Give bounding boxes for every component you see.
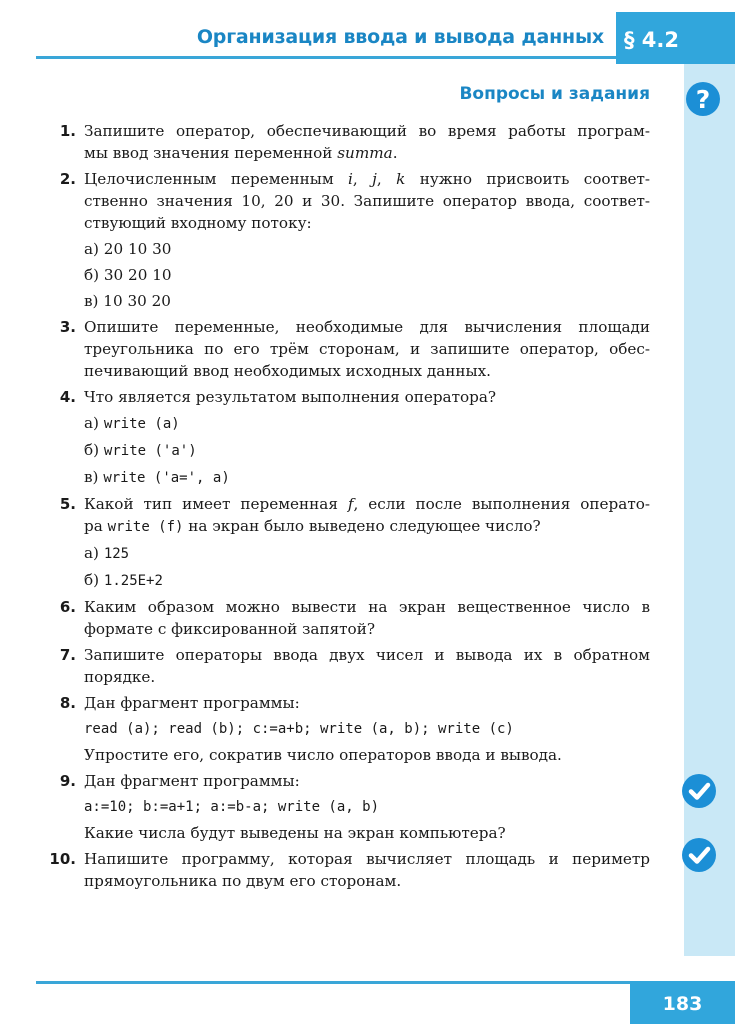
code-snippet: 1.25E+2	[103, 573, 163, 589]
question-number: 1.	[59, 122, 76, 140]
question-item	[20, 168, 650, 312]
question-text: прямоугольника по двум его сторонам.	[84, 872, 402, 890]
question-text: печивающий ввод необходимых исходных данных.	[84, 362, 492, 380]
question-text: Дан фрагмент программы:	[84, 694, 300, 712]
question-number: 9.	[59, 772, 76, 790]
question-text: формате с фиксированной запятой?	[84, 620, 375, 638]
question-item	[20, 493, 650, 592]
question-text: Упростите его, сократив число операторов ввода и вывода.	[84, 746, 562, 764]
chapter-title: Организация ввода и вывода данных	[196, 26, 604, 48]
question-text: ственно значения 10, 20 и 30. Запишите оператор ввода, соответ-	[84, 192, 650, 210]
code-snippet: a:=10; b:=a+1; a:=b-a; write (a, b)	[84, 799, 380, 815]
answer-option: а) write (a)	[84, 414, 180, 432]
section-heading: Вопросы и задания	[459, 84, 650, 104]
question-number: 10.	[49, 850, 76, 868]
question-number: 5.	[59, 495, 76, 513]
answer-option: в) write ('a=', a)	[84, 468, 230, 486]
question-number: 7.	[59, 646, 76, 664]
question-text: Дан фрагмент программы:	[84, 772, 300, 790]
code-snippet: write (a)	[103, 416, 180, 432]
header-rule	[36, 56, 616, 59]
question-text: Целочисленным переменным i, j, k нужно присвоить соответ-	[84, 170, 651, 188]
question-text: Напишите программу, которая вычисляет площадь и периметр	[84, 850, 650, 868]
question-number: 4.	[59, 388, 76, 406]
answer-option: а) 20 10 30	[84, 240, 172, 258]
page-number: 183	[630, 981, 735, 1024]
footer-rule	[36, 981, 630, 984]
answer-option: б) write ('a')	[84, 441, 197, 459]
question-text: мы ввод значения переменной summa.	[84, 144, 398, 162]
code-snippet: read (a); read (b); c:=a+b; write (a, b); write (c)	[84, 721, 514, 737]
check-icon	[682, 774, 716, 808]
question-text: ра write (f) на экран было выведено следующее число?	[84, 517, 541, 535]
code-snippet: 125	[103, 546, 130, 562]
question-number: 6.	[59, 598, 76, 616]
answer-option: а) 125	[84, 544, 130, 562]
question-item	[20, 386, 650, 489]
answer-option: б) 30 20 10	[84, 266, 172, 284]
question-text: треугольника по его трём сторонам, и запишите оператор, обес-	[84, 340, 650, 358]
question-text: Опишите переменные, необходимые для вычисления площади	[84, 318, 650, 336]
answer-option: б) 1.25E+2	[84, 571, 163, 589]
margin-strip	[684, 64, 735, 956]
question-item	[20, 316, 650, 382]
question-item	[20, 120, 650, 164]
question-icon: ?	[686, 82, 720, 116]
answer-option: в) 10 30 20	[84, 292, 171, 310]
question-item	[20, 596, 650, 640]
question-text: Каким образом можно вывести на экран вещественное число в	[84, 598, 650, 616]
question-number: 3.	[59, 318, 76, 336]
question-item	[20, 770, 650, 844]
question-item	[20, 848, 650, 892]
questions-list	[20, 120, 650, 896]
question-text: ствующий входному потоку:	[84, 214, 312, 232]
check-icon	[682, 838, 716, 872]
question-text: Запишите операторы ввода двух чисел и вывода их в обратном	[84, 646, 650, 664]
question-number: 2.	[59, 170, 76, 188]
question-text: Какие числа будут выведены на экран компьютера?	[84, 824, 506, 842]
question-item	[20, 692, 650, 766]
variable-name: summa	[337, 144, 393, 162]
question-item	[20, 644, 650, 688]
question-text: Запишите оператор, обеспечивающий во время работы програм-	[84, 122, 650, 140]
code-snippet: write ('a=', a)	[103, 470, 230, 486]
question-text: Что является результатом выполнения оператора?	[84, 388, 497, 406]
code-snippet: write ('a')	[103, 443, 197, 459]
question-text: Какой тип имеет переменная f, если после выполнения операто-	[84, 495, 650, 513]
question-text: порядке.	[84, 668, 156, 686]
code-snippet: write (f)	[107, 519, 184, 535]
section-number: § 4.2	[616, 12, 735, 64]
question-number: 8.	[59, 694, 76, 712]
